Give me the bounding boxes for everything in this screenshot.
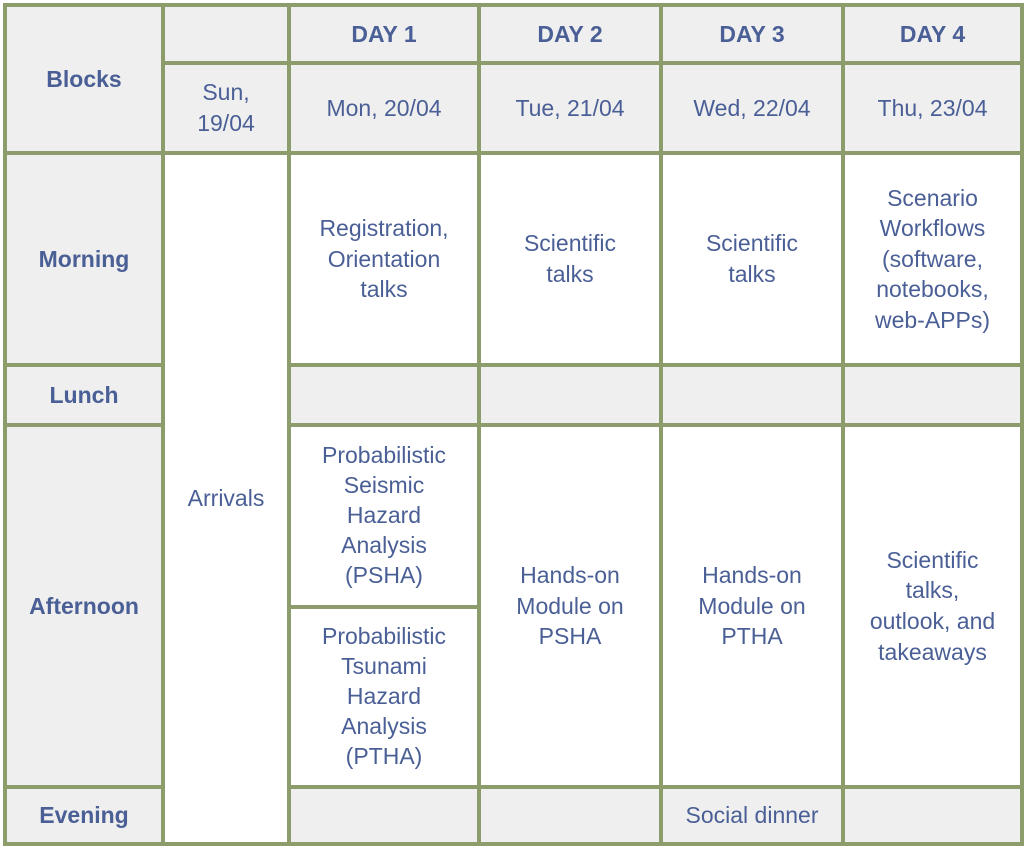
header-day0-blank bbox=[161, 3, 291, 65]
cell-day1-evening bbox=[287, 785, 481, 846]
cell-day2-morning-label: Scientific talks bbox=[523, 230, 617, 287]
cell-day3-evening bbox=[659, 785, 845, 846]
cell-day1-afternoon-ptha-label: Probabilistic Tsunami Hazard Analysis (PTHA) bbox=[322, 623, 446, 769]
cell-day1-morning bbox=[287, 151, 481, 367]
header-day2 bbox=[477, 3, 663, 65]
cell-day1-afternoon-psha-label: Probabilistic Seismic Hazard Analysis (PSHA) bbox=[322, 442, 446, 588]
cell-day4-morning-label: Scenario Workflows (software, notebooks, web-APPs) bbox=[874, 184, 991, 333]
cell-day2-afternoon bbox=[477, 423, 663, 789]
header-day4 bbox=[841, 3, 1024, 65]
row-afternoon bbox=[3, 423, 165, 789]
header-day2-label: DAY 2 bbox=[537, 20, 603, 47]
date-wed-label: Wed, 22/04 bbox=[693, 94, 811, 121]
cell-day2-afternoon-label: Hands-on Module on PSHA bbox=[516, 562, 624, 650]
row-morning bbox=[3, 151, 165, 367]
cell-arrivals-label: Arrivals bbox=[187, 485, 265, 512]
date-sun bbox=[161, 61, 291, 155]
header-day1-label: DAY 1 bbox=[351, 20, 417, 47]
header-blocks bbox=[3, 3, 165, 155]
date-mon-label: Mon, 20/04 bbox=[326, 94, 442, 121]
header-day1 bbox=[287, 3, 481, 65]
date-wed bbox=[659, 61, 845, 155]
cell-day3-lunch bbox=[659, 363, 845, 427]
cell-day3-evening-label: Social dinner bbox=[685, 802, 819, 829]
cell-day2-evening bbox=[477, 785, 663, 846]
header-day3 bbox=[659, 3, 845, 65]
cell-day1-morning-label: Registration, Orientation talks bbox=[319, 215, 449, 303]
cell-day3-afternoon bbox=[659, 423, 845, 789]
date-tue bbox=[477, 61, 663, 155]
row-lunch bbox=[3, 363, 165, 427]
row-afternoon-label: Afternoon bbox=[29, 592, 139, 619]
cell-day3-morning-label: Scientific talks bbox=[705, 230, 799, 287]
cell-day3-morning bbox=[659, 151, 845, 367]
cell-arrivals bbox=[161, 151, 291, 846]
cell-day1-afternoon-psha bbox=[287, 423, 481, 609]
cell-day4-morning bbox=[841, 151, 1024, 367]
cell-day2-lunch bbox=[477, 363, 663, 427]
cell-day4-afternoon bbox=[841, 423, 1024, 789]
date-thu-label: Thu, 23/04 bbox=[877, 94, 988, 121]
row-lunch-label: Lunch bbox=[49, 381, 119, 408]
cell-day4-evening bbox=[841, 785, 1024, 846]
header-day3-label: DAY 3 bbox=[719, 20, 785, 47]
row-evening bbox=[3, 785, 165, 846]
date-tue-label: Tue, 21/04 bbox=[515, 94, 625, 121]
cell-day4-afternoon-label: Scientific talks, outlook, and takeaways bbox=[869, 546, 996, 665]
cell-day1-lunch bbox=[287, 363, 481, 427]
date-thu bbox=[841, 61, 1024, 155]
cell-day1-afternoon-ptha bbox=[287, 605, 481, 789]
header-day4-label: DAY 4 bbox=[899, 20, 966, 47]
row-evening-label: Evening bbox=[39, 802, 129, 829]
date-sun-label: Sun, 19/04 bbox=[197, 79, 255, 136]
cell-day2-morning bbox=[477, 151, 663, 367]
cell-day3-afternoon-label: Hands-on Module on PTHA bbox=[698, 562, 806, 650]
date-mon bbox=[287, 61, 481, 155]
cell-day4-lunch bbox=[841, 363, 1024, 427]
header-blocks-label: Blocks bbox=[46, 65, 122, 92]
row-morning-label: Morning bbox=[38, 245, 130, 272]
